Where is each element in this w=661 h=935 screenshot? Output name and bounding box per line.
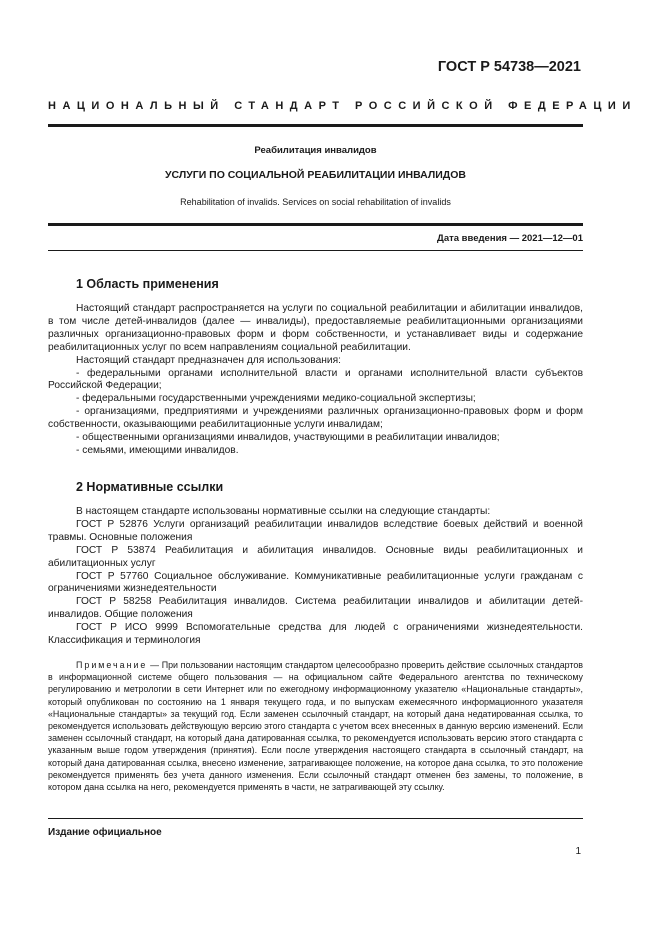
reference-item: ГОСТ Р 52876 Услуги организаций реабилитации инвалидов вследствие боевых действий и военной травмы. Основные положения — [48, 518, 583, 543]
document-title-english: Rehabilitation of invalids. Services on social rehabilitation of invalids — [180, 197, 451, 207]
section-1-usage-intro: Настоящий стандарт предназначен для использования: — [76, 354, 341, 366]
document-subtitle: Реабилитация инвалидов — [254, 145, 377, 156]
note-block — [48, 659, 583, 793]
list-item: - федеральными органами исполнительной власти и органами исполнительной власти субъектов Российской Федерации; — [48, 367, 583, 392]
list-item: - федеральными государственными учреждениями медико-социальной экспертизы; — [76, 393, 476, 405]
national-standard-banner: НАЦИОНАЛЬНЫЙ СТАНДАРТ РОССИЙСКОЙ ФЕДЕРАЦИИ — [48, 100, 637, 112]
reference-item: ГОСТ Р 53874 Реабилитация и абилитация инвалидов. Основные виды реабилитационных и абилитационных услуг — [48, 544, 583, 569]
section-1-body — [48, 303, 583, 458]
reference-item: ГОСТ Р ИСО 9999 Вспомогательные средства для людей с ограничениями жизнедеятельности. Классификация и терминология — [48, 622, 583, 647]
list-item: - семьями, имеющими инвалидов. — [76, 444, 239, 456]
section-2-intro: В настоящем стандарте использованы нормативные ссылки на следующие стандарты: — [76, 506, 491, 517]
reference-item: ГОСТ Р 58258 Реабилитация инвалидов. Система реабилитации инвалидов и абилитации детей-инвалидов. Общие положения — [48, 596, 583, 621]
list-item: - общественными организациями инвалидов, участвующими в реабилитации инвалидов; — [76, 432, 500, 444]
reference-item: ГОСТ Р 57760 Социальное обслуживание. Коммуникативные реабилитационные услуги гражданам с ограничениями жизнедеятельности — [48, 570, 583, 595]
section-2-heading: 2 Нормативные ссылки — [76, 480, 224, 494]
document-code: ГОСТ Р 54738—2021 — [437, 59, 581, 75]
top-rule — [48, 124, 583, 127]
title-rule-thin — [48, 250, 583, 251]
list-item: - организациями, предприятиями и учреждениями различных организационно-правовых форм и форм собственности, оказывающими реабилитационные услуги инвалидам; — [48, 406, 583, 431]
note-text: — При пользовании настоящим стандартом целесообразно проверить действие ссылочных стандартов в информационной системе общего пользования — на официальном сайте Федерального агентства по техническому регулированию и метрологии в сети Интернет или по ежегодному информационному указателю «Национальные стандарты», который опубликован по состоянию на 1 января текущего года, и по выпускам ежемесячного информационного указателя «Национальные стандарты» за текущий год. Если заменен ссылочный стандарт, на который дана недатированная ссылка, то рекомендуется использовать действующую версию этого стандарта с учетом всех внесенных в данную версию изменений. Если заменен ссылочный стандарт, на который дана датированная ссылка, то рекомендуется использовать версию этого стандарта с указанным выше годом утверждения (принятия). Если после утверждения настоящего стандарта в ссылочный стандарт, на который дана датированная ссылка, внесено изменение, затрагивающее положение, на которое дана ссылка, то это положение рекомендуется применять без учета данного изменения. Если ссылочный стандарт отменен без замены, то положение, в котором дана ссылка на него, рекомендуется применять в части, не затрагивающей эту ссылку. — [48, 660, 583, 793]
introduction-date: Дата введения — 2021—12—01 — [437, 233, 583, 244]
edition-label: Издание официальное — [48, 827, 162, 838]
section-1-paragraph: Настоящий стандарт распространяется на услуги по социальной реабилитации и абилитации инвалидов, в том числе детей-инвалидов (далее — инвалиды), предоставляемые реабилитационными организациями различных организационно-правовых форм и форм собственности, и устанавливает виды и содержание реабилитационных услуг по всем направлениям социальной реабилитации. — [48, 303, 583, 353]
note-label: Примечание — [76, 660, 148, 670]
footer-rule — [48, 818, 583, 819]
title-rule-thick — [48, 223, 583, 226]
document-title: УСЛУГИ ПО СОЦИАЛЬНОЙ РЕАБИЛИТАЦИИ ИНВАЛИДОВ — [164, 169, 466, 181]
page-number: 1 — [575, 846, 581, 857]
section-1-heading: 1 Область применения — [76, 277, 219, 291]
section-2-body — [48, 506, 583, 648]
